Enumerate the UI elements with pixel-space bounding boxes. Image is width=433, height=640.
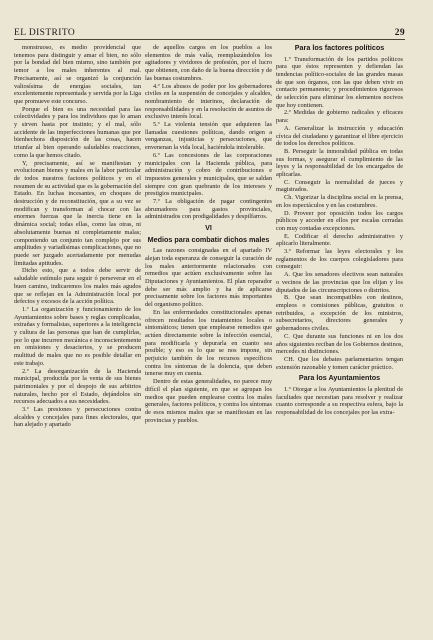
paragraph: 6.º Las concesiones de las corporaciones municipales con la Hacienda pública, para administración y cobro de contribuciones e impuestos generales y municipales, que se saldan siempre con gran quebranto de los intereses y prestigios municipales. <box>145 151 272 198</box>
publication-title: EL DISTRITO <box>14 28 76 38</box>
column-2 <box>145 44 272 626</box>
paragraph: 4.º Los abusos de poder por los gobernadores civiles en la suspensión de concejales y alcaldes, nombramiento de interinos, declaración de responsabilidades y en la resolución de asuntos de exclusivo interés local. <box>145 82 272 121</box>
list-item: A. Que los senadores electivos sean naturales o vecinos de las provincias que los elijan y los diputados de las circunscripciones o distritos. <box>276 271 403 294</box>
list-item: A. Generalizar la instrucción y educación cívica del ciudadano y garantizar el libre ejercicio de todos los derechos políticos. <box>276 124 403 148</box>
list-item: 2.º Medidas de gobierno radicales y eficaces para: <box>276 109 403 125</box>
page-number: 29 <box>394 28 405 38</box>
list-item: Ch. Vigorizar la disciplina social en la prensa, en los espectáculos y en las costumbres. <box>276 194 403 209</box>
list-item: CH. Que los debates parlamentarios tengan extensión razonable y tomen carácter práctico. <box>276 355 403 371</box>
list-item: D. Proveer por oposición todos los cargos públicos y acceder en ellos por escalas cerradas con muy contadas excepciones. <box>276 209 403 232</box>
section-number: VI <box>205 223 212 233</box>
paragraph: Y, precisamente, así se manifiestan y evolucionan bienes y males en la labor particular de todos nuestros factores políticos y en el resumen de su actividad que es la gobernación del Estado. En luchas incesantes, en choques de destrucción y de reconstitución, que a su vez se modifican y transforman al chocar con las enormes fuerzas que la inercia tiene en la dinámica social; todas ellas, como las otras, ni absolutamente buenas ni completamente malas; componiendo un conjunto tan complejo por sus amplitudes y variadísimas complicaciones, que no puede ser juzgado acertadamente por menudas limitadas aptitudes. <box>14 159 141 267</box>
measures-list <box>276 56 403 372</box>
paragraph: de aquellos cargos en los pueblos a los elementos de más valía, reemplazándolos los agitadores y vividores de profesión, por el lucro que obtienen, con daño de la buena dirección y de las buenas costumbres. <box>145 44 272 82</box>
list-item: 3.º Reformar las leyes electorales y los reglamentos de los cuerpos colegisladores para conseguir: <box>276 248 403 271</box>
paragraph: 2.º La desorganización de la Hacienda municipal, producida por la venta de sus bienes patrimoniales y por el despojo de sus arbitrios naturales, hecho por el Estado, dejándolos sin recursos adecuados a sus necesidades. <box>14 367 141 406</box>
paragraph: Porque el bien es una necesidad para las colectividades y para los individuos que lo aman y sirven hasta por instinto; y el mal, sólo accidente de las imperfecciones humanas que por bienhechora disposición de las cosas, hacen triunfar al bien operando saludables reacciones, como la que hemos citado. <box>14 105 141 159</box>
text-columns <box>14 44 405 626</box>
paragraph: monstruoso, es medio providencial que tenemos para distinguir y amar el bien, no sólo por la bondad del bien mismo, sino también por temor a los males inherentes al mal. Precisamente, así se organizó la conjunción valiosísima de energías sociales, tan excelentemente representada y servida por la Liga que promueve este concurso. <box>14 44 141 105</box>
list-item: E. Codificar el derecho administrativo y aplicarlo literalmente. <box>276 232 403 248</box>
paragraph: Dicho esto, que a todos debe servir de saludable estímulo para seguir ó perseverar en el buen camino, indicaremos los males más agudos que se reflejan en la Administración local por defectos y excesos de la acción política. <box>14 267 141 306</box>
section-heading: Medios para combatir dichos males <box>147 234 270 244</box>
section-heading: Para los Ayuntamientos <box>298 373 381 383</box>
paragraph: 1.º La organización y funcionamiento de los Ayuntamientos sobre bases y reglas complicadas, extrañas y formalistas, superiores a la inteligencia y cultura de las personas que han de cumplirlas, por lo que incurren mecánica e inconscientemente en omisiones y desaciertos, y se producen multitud de males que no es posible detallar en este trabajo. <box>14 305 141 367</box>
measures-list <box>276 386 403 417</box>
section-heading: Para los factores políticos <box>294 43 385 52</box>
column-1 <box>14 44 141 626</box>
paragraph: En las enfermedades constitucionales apenas ofrecen resultados los tratamientos locales o sintomáticos; tienen que emplearse remedios que actúen directamente sobre la infección esencial, para modificarla y depurarla en cuanto sea posible; y eso es lo que se nos impone, sin perjuicio también de los recursos específicos contra los síntomas de la dolencia, que deben tenerse muy en cuenta. <box>145 308 272 378</box>
paragraph: Las razones consignadas en el apartado IV alejan toda esperanza de conseguir la curación de los males anteriormente relacionados con remedios que actúen exclusivamente sobre las Diputaciones y Ayuntamientos. El plan reparador debe ser más amplio y ha de aplicarse precisamente sobre los factores más importantes del organismo político. <box>145 247 272 309</box>
list-item: 1.º Transformación de los partidos políticos para que éstos representen y defiendan las tendencias político-sociales de las grandes masas de que son órganos, con las que deben vivir en contacto permanente; y procedimientos rigurosos de selección para eliminar los elementos nocivos que hoy contienen. <box>276 55 403 109</box>
paragraph: 3.º Las presiones y persecuciones contra alcaldes y concejales para fines electorales, que han alejado y apartado <box>14 406 141 429</box>
list-item: C. Conseguir la normalidad de jueces y magistrados. <box>276 178 403 194</box>
list-item: B. Perseguir la inmoralidad pública en todas sus formas, y asegurar el cumplimiento de las leyes y la responsabilidad de los encargados de aplicarlas. <box>276 147 403 179</box>
paragraph: Dentro de estas generalidades, no parece muy difícil el plan siguiente, en que se agrupan los medios que pueden emplearse contra los males generales, factores políticos, y contra los síntomas de esos mismos males que se manifiestan en las provincias y pueblos. <box>145 378 272 424</box>
list-item: C. Que durante sus funciones ni en los dos años siguientes reciban de los Gobiernos destinos, mercedes ni distinciones. <box>276 332 403 356</box>
list-item: B. Que sean incompatibles con destinos, empleos o comisiones públicas, gratuitos o retribuidos, a excepción de los ministros, subsecretarios, directores generales y gobernadores civiles. <box>276 294 403 333</box>
paragraph: 7.º La obligación de pagar contingentes abrumadores para gastos provinciales, administrados con prodigalidades y despilfarros. <box>145 198 272 221</box>
paragraph: 5.º La violenta tensión que adquieren las llamadas cuestiones políticas, dando origen a venganzas, injusticias y persecuciones, que envenenan la vida local, haciéndola intolerable. <box>145 121 272 152</box>
column-3 <box>276 44 403 626</box>
list-item: 1.º Otorgar a los Ayuntamientos la plenitud de facultades que necesitan para resolver y realizar cuanto corresponde a su respectiva esfera, bajo la responsabilidad de los concejales por las extra- <box>276 385 403 416</box>
page-header <box>14 24 405 40</box>
